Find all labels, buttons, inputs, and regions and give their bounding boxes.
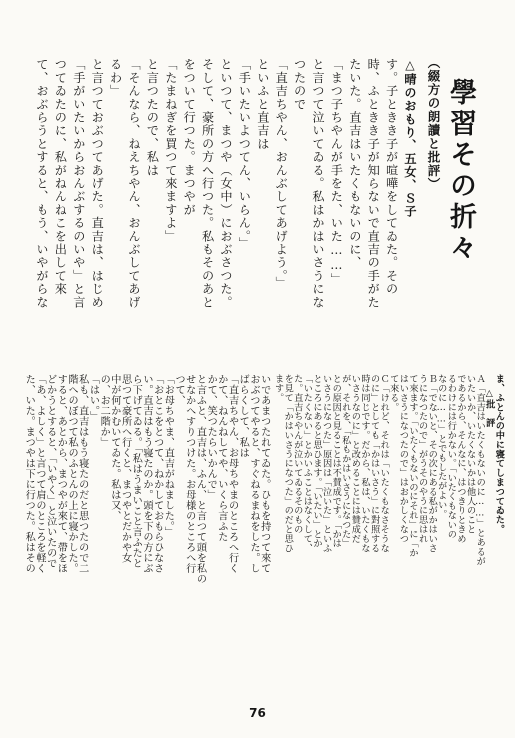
text-column: すると、あとから、まつやが來て、帶をほ <box>55 374 67 574</box>
text-column: と言つておぶつてあげた。直吉は、はじめ <box>90 58 105 309</box>
text-column: のに」としても「かはいさう」に對照する <box>368 374 380 553</box>
text-column: 思つて豪所へ行くと、まつやとだかや女 <box>119 374 131 563</box>
text-column: 階へのぼつて私のふとんの上に寝かした。 <box>66 374 78 574</box>
page-number: 76 <box>249 706 266 720</box>
text-column: 「まつ子ちやんが手をた、いた……」 <box>329 58 344 286</box>
text-column: るわ」 <box>108 58 123 98</box>
text-column: 時は同じです。だから、私は、いたくもな <box>358 374 370 553</box>
text-column: なのに……」とでもしたがよい。 <box>435 374 447 519</box>
text-column: ところにあると思ひます。「いたい」とか <box>310 374 322 548</box>
text-column: そして、豪所の方へ行つた。私もそのあと <box>200 58 215 309</box>
text-column: 「おとこをとつて、ねかしておもらひなさ <box>151 374 163 574</box>
text-column: ま、ふとんの中に寝てしまつてゐた。 <box>493 374 505 534</box>
text-column: つてゐたのに、私がねんねこを出して來 <box>53 58 68 296</box>
text-column: が、それを、「私もかはいさうになつた」 <box>339 374 351 548</box>
text-column: ばらくして、私は <box>237 374 249 458</box>
text-column: いたいか、いたくないかは他人のこと <box>464 374 476 534</box>
text-column: いさうになつた」原因は「泣いた」といふ <box>320 374 332 553</box>
text-column: 時、ふときき子が知らないで直吉の手がた <box>366 58 381 309</box>
text-column: かて、笑つたらいかんで」 <box>205 374 217 500</box>
text-column: せなかへすりつけた。お母様のところへ行 <box>183 374 195 574</box>
text-column: たいた。直吉はいたくもないのに、 <box>347 58 362 270</box>
text-column: と言ふと、直吉は、ふん、と言つて頭を私の <box>194 374 206 584</box>
text-column: て來ます。「いたくもないのにそれ」に「か <box>406 374 418 558</box>
text-column: つて、 <box>173 374 185 406</box>
text-column: どかうとすると、「いやく」と泣いたので <box>44 374 56 569</box>
critique-heading: △批 評 <box>483 388 495 428</box>
text-column: Ｂ「でないと、その次にある私がかはいさ <box>426 374 438 553</box>
text-column: Ａ「直吉はいたくもないのに……」とあるが <box>474 374 486 566</box>
text-column: と言つて泣いてゐる。私はかはいさうにな <box>311 58 325 309</box>
text-column: おぶつてやると、すぐねるまねをした。し <box>247 374 259 574</box>
text-column: 「お母ちやま、直吉がねました。」 <box>162 374 174 537</box>
text-column: と言つたので、私は <box>145 58 160 177</box>
text-column: 私も、直吉はもう寝たのだと思つたので二 <box>76 374 88 574</box>
text-column: をついて行つた。まつやが <box>182 58 197 217</box>
text-column: す。子ときき子が喧嘩をしてゐた。その <box>384 58 399 296</box>
text-column: の、お二階か」 <box>98 374 110 448</box>
article-subtitle: （綴方の朗讀と批評） <box>426 56 441 191</box>
text-column: た、いた。まつやは下に行つた。私はその <box>23 374 35 574</box>
text-column: いであまつたれてゐた。ひもを持つて來て <box>258 374 270 574</box>
text-column: Ｃ「けれど、それは「いたくもなさそうな <box>378 374 390 553</box>
text-column: かて、ねんねしてや、いくら言ふた <box>215 374 227 542</box>
text-column: い。直吉はもう寝たのか。頭を下の方にぶ <box>140 374 152 574</box>
text-column: 「あ、よしく」と言つて肩のところを軽く <box>33 374 45 574</box>
text-column: との原因と見ることは不賛成です。「かは <box>330 374 342 548</box>
text-column: 「手いたいよつてん、いらん。」 <box>237 58 252 250</box>
text-column: た。直吉ちやんが泣いてゐるそのもの <box>291 374 303 534</box>
text-column: 中が何かむいてゐた。私は又、 <box>108 374 120 521</box>
text-column: であるから、そんなに、はつきりときめ <box>454 374 466 544</box>
text-column: て來る。 <box>387 374 399 412</box>
text-column: うになつたので」がうそのやうに思はれ <box>416 374 428 544</box>
text-column: を見て「かはいさうになつた」のだと思ひ <box>282 374 294 553</box>
text-column: △晴のおもり、五女、Ｓ子 <box>403 58 417 219</box>
text-column: 「手がいたいからおんぶするのいや」と言 <box>71 58 86 309</box>
text-column: ます。 <box>272 374 284 403</box>
text-column: 「いたくない」とかいふことはなくして、 <box>301 374 313 553</box>
text-column: はいさうになつたので」はおかしくなつ <box>397 374 409 544</box>
article-title: 學習その折々 <box>445 78 476 264</box>
text-column: いさうなのに」と改めることには贊成だ <box>349 374 361 544</box>
text-column: るわけには行かない。「いたくもないの <box>445 374 457 539</box>
text-column: 「そんなら、ねえちやん、おんぶしてあげ <box>127 58 141 309</box>
text-column: て、おぶらうとすると、もう、いやがらな <box>35 58 49 309</box>
text-column: 「直吉ちやん、お母ちやまのところへ行く <box>226 374 238 574</box>
text-column: ら下げてゐる。「私はうまいこと言ふたと <box>130 374 142 569</box>
text-column: といふと直吉は <box>255 58 270 151</box>
text-column: 「直吉ちやん、おんぶしてあげよう。」 <box>274 58 289 290</box>
text-column: 「たまねぎを買つて來ますよ」 <box>163 58 178 243</box>
text-column: つたので <box>292 58 307 111</box>
text-column: といつて、まつや（女中）におぶさつた。 <box>219 58 233 309</box>
text-column: 「はい。」 <box>87 374 99 422</box>
